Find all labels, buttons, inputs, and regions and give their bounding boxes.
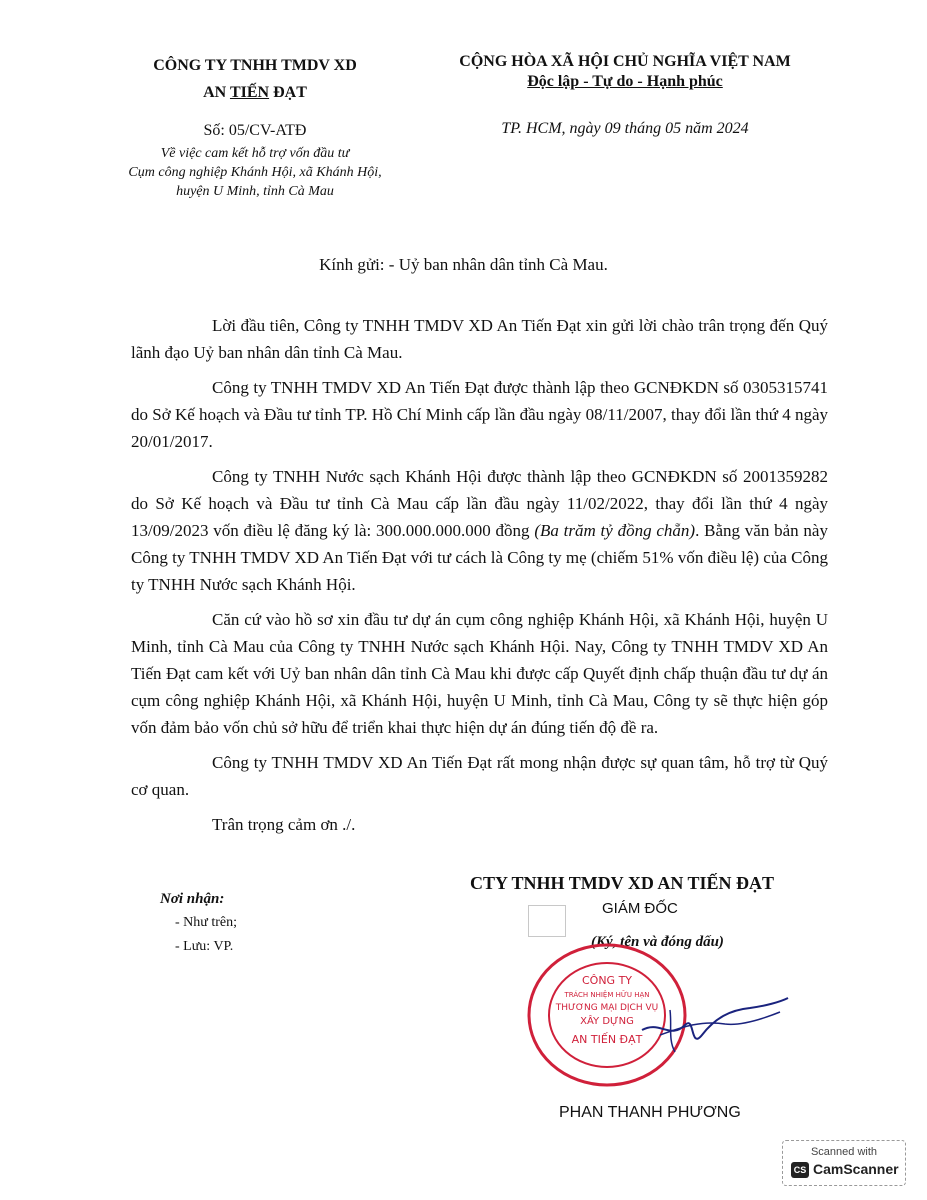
seal-text-3: THƯƠNG MẠI DỊCH VỤ <box>555 1003 659 1013</box>
seal-text-2: TRÁCH NHIỆM HỮU HẠN <box>564 991 650 999</box>
paragraph-4: Căn cứ vào hồ sơ xin đầu tư dự án cụm công nghiệp Khánh Hội, xã Khánh Hội, huyện U Minh, tỉnh Cà Mau của Công ty TNHH Nước sạch Khánh Hội. Nay, Công ty TNHH TMDV XD An Tiến Đạt cam kết với Uỷ ban nhân dân tỉnh Cà Mau khi được cấp Quyết định chấp thuận đầu tư dự án cụm công nghiệp Khánh Hội, xã Khánh Hội, huyện U Minh, tỉnh Cà Mau, Công ty sẽ thực hiện góp vốn đảm bảo vốn chủ sở hữu để triển khai thực hiện dự án đúng tiến độ đề ra. <box>131 610 828 737</box>
paragraph-2: Công ty TNHH TMDV XD An Tiến Đạt được thành lập theo GCNĐKDN số 0305315741 do Sở Kế hoạch và Đầu tư tỉnh TP. Hồ Chí Minh cấp lần đầu ngày 08/11/2007, thay đổi lần thứ 4 ngày 20/01/2017. <box>131 378 828 451</box>
letter-body <box>131 312 828 846</box>
nation-title: CỘNG HÒA XÃ HỘI CHỦ NGHĨA VIỆT NAM <box>459 53 791 70</box>
company-header <box>120 52 390 106</box>
company-name-line2: AN TIẾN ĐẠT <box>203 84 307 101</box>
signing-company: CTY TNHH TMDV XD AN TIẾN ĐẠT <box>470 873 775 893</box>
seal-text-4: XÂY DỰNG <box>580 1016 634 1027</box>
recipient-item: - Như trên; <box>175 915 238 930</box>
paragraph-5: Công ty TNHH TMDV XD An Tiến Đạt rất mong nhận được sự quan tâm, hỗ trợ từ Quý cơ quan. <box>131 753 828 799</box>
seal-text-5: AN TIẾN ĐẠT <box>571 1033 643 1046</box>
watermark-name: CamScanner <box>813 1161 899 1177</box>
camscanner-watermark <box>782 1140 906 1186</box>
paragraph-3: Công ty TNHH Nước sạch Khánh Hội được thành lập theo GCNĐKDN số 2001359282 do Sở Kế hoạch và Đầu tư tỉnh Cà Mau cấp lần đầu ngày 11/02/2022, thay đổi lần thứ 4 ngày 13/09/2023 vốn điều lệ đăng ký là: 300.000.000.000 đồng (Ba trăm tỷ đồng chẵn). Bằng văn bản này Công ty TNHH TMDV XD An Tiến Đạt với tư cách là Công ty mẹ (chiếm 51% vốn điều lệ) của Công ty TNHH Nước sạch Khánh Hội. <box>131 467 828 594</box>
paragraph-1: Lời đầu tiên, Công ty TNHH TMDV XD An Tiến Đạt xin gửi lời chào trân trọng đến Quý lãnh đạo Uỷ ban nhân dân tỉnh Cà Mau. <box>131 316 828 362</box>
handwritten-signature <box>640 990 790 1060</box>
seal-text-1: CÔNG TY <box>581 974 633 987</box>
nation-motto: Độc lập - Tự do - Hạnh phúc <box>527 73 723 90</box>
checkbox-mark <box>528 905 566 937</box>
document-number: Số: 05/CV-ATĐ <box>203 122 307 139</box>
recipient-line: Kính gửi: - Uỷ ban nhân dân tỉnh Cà Mau. <box>319 255 608 274</box>
recipients-block <box>160 887 237 959</box>
document-subject: Về việc cam kết hỗ trợ vốn đầu tư Cụm công nghiệp Khánh Hội, xã Khánh Hội, huyện U Minh, tỉnh Cà Mau <box>128 146 382 199</box>
document-date: TP. HCM, ngày 09 tháng 05 năm 2024 <box>501 120 749 137</box>
signer-name: PHAN THANH PHƯƠNG <box>559 1104 741 1121</box>
watermark-caption: Scanned with <box>810 1146 878 1158</box>
sign-instruction: (Ký, tên và đóng dấu) <box>591 934 724 950</box>
recipient-item: - Lưu: VP. <box>175 939 234 954</box>
signer-position: GIÁM ĐỐC <box>602 900 678 917</box>
nation-header <box>400 52 850 92</box>
closing-line: Trân trọng cảm ơn ./. <box>212 815 356 834</box>
company-name-line1: CÔNG TY TNHH TMDV XD <box>153 57 357 74</box>
recipients-title: Nơi nhận: <box>160 891 225 907</box>
camscanner-logo-icon: CS <box>791 1162 809 1178</box>
